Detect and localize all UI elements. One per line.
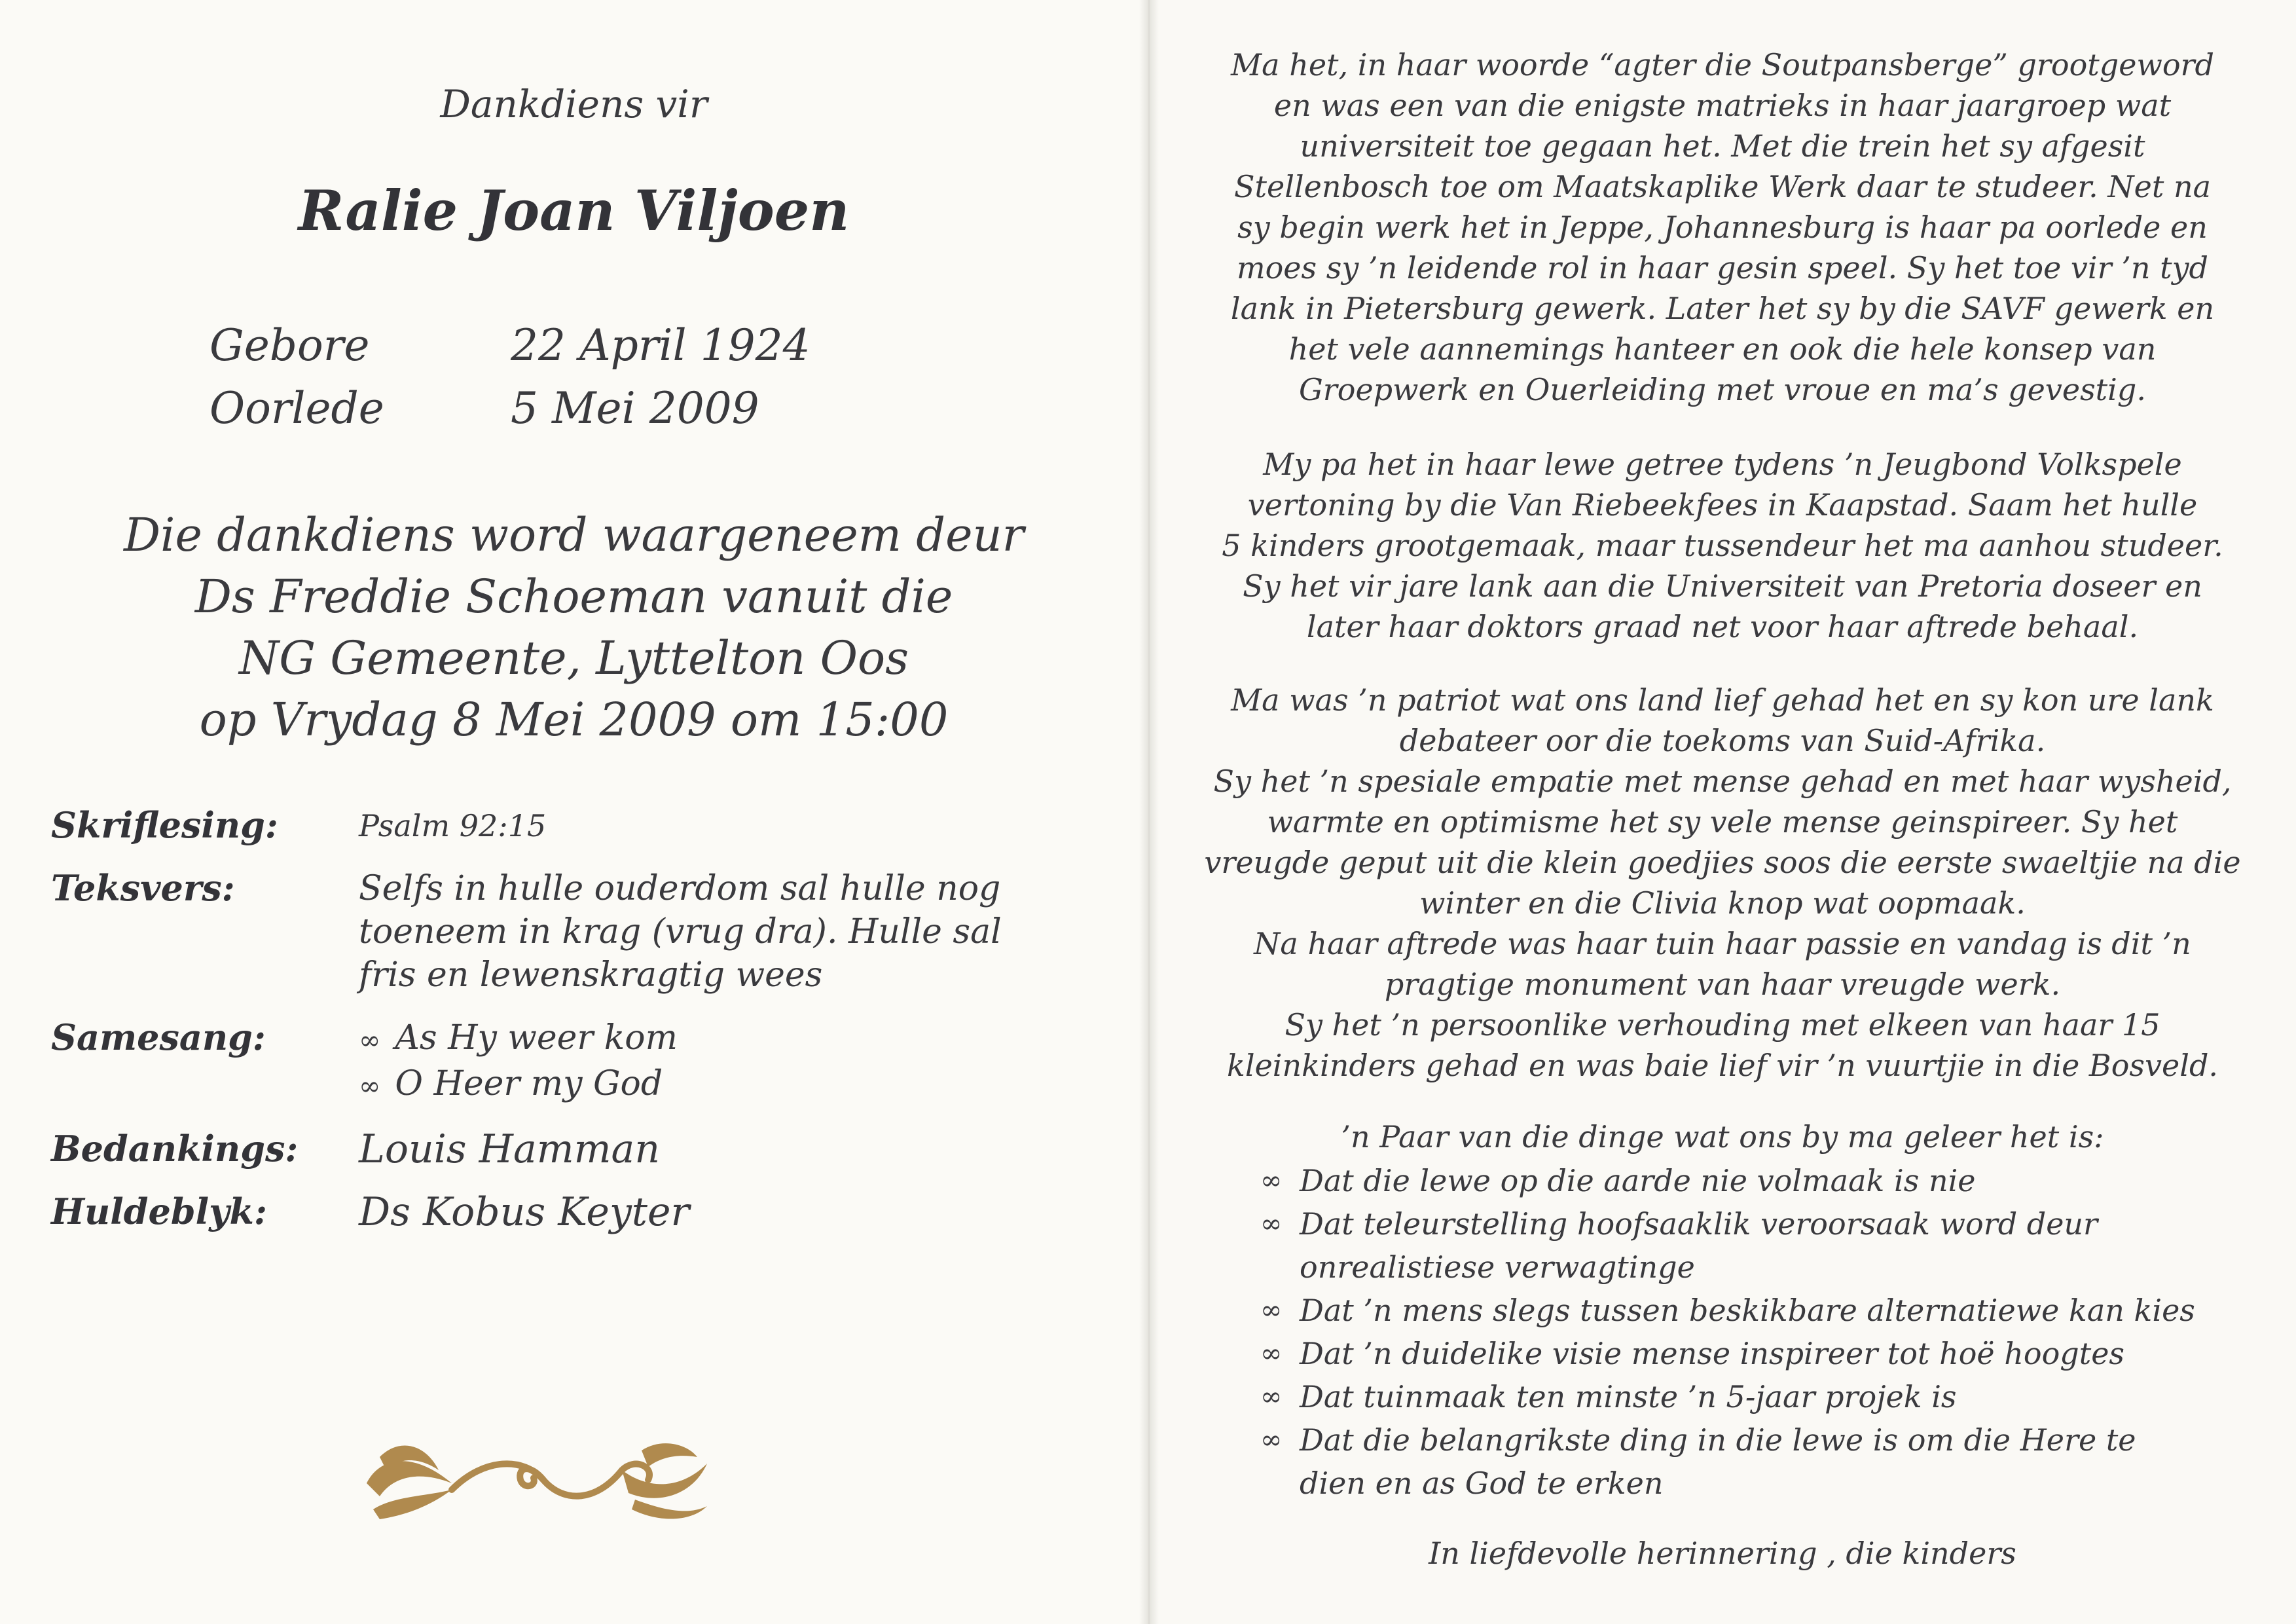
program-label: Huldeblyk: — [51, 1190, 267, 1232]
infinity-icon: ∞ — [359, 1071, 381, 1101]
lessons-list — [1260, 1159, 2195, 1505]
infinity-icon: ∞ — [1260, 1338, 1283, 1369]
text-line: winter en die Clivia knop wat oopmaak. — [1419, 885, 2026, 921]
text-line: Sy het ’n spesiale empatie met mense gehad en met haar wysheid, — [1213, 764, 2232, 799]
service-line: Die dankdiens word waargeneem deur — [123, 508, 1025, 562]
program-item-teksvers — [51, 867, 1112, 997]
died-date: 5 Mei 2009 — [511, 383, 759, 434]
lesson-text — [1300, 1159, 1976, 1202]
text-line: Ma was ’n patriot wat ons land lief gehad het en sy kon ure lank — [1231, 682, 2214, 718]
teksvers-line: toeneem in krag (vrug dra). Hulle sal — [359, 912, 1002, 951]
text-line: Dat tuinmaak ten minste ’n 5-jaar projek is — [1300, 1379, 1957, 1414]
text-line: Groepwerk en Ouerleiding met vroue en ma’s gevestig. — [1299, 372, 2146, 407]
teksvers-line: Selfs in hulle ouderdom sal hulle nog — [359, 869, 1001, 908]
born-date: 22 April 1924 — [511, 320, 811, 371]
infinity-icon: ∞ — [1260, 1425, 1283, 1455]
hymn-title: O Heer my God — [395, 1064, 663, 1103]
service-line: NG Gemeente, Lyttelton Oos — [238, 631, 909, 685]
text-line: en was een van die enigste matrieks in haar jaargroep wat — [1273, 88, 2172, 123]
text-line: Ma het, in haar woorde “agter die Soutpansberge” grootgeword — [1231, 47, 2214, 83]
text-line: universiteit toe gegaan het. Met die trein het sy afgesit — [1300, 128, 2145, 164]
dates-block — [210, 314, 811, 440]
text-line: dien en as God te erken — [1300, 1466, 1664, 1501]
infinity-icon: ∞ — [1260, 1382, 1283, 1412]
text-line: Dat teleurstelling hoofsaaklik veroorsaak word deur — [1300, 1206, 2098, 1242]
program-item-bedankings — [51, 1128, 1112, 1171]
born-label: Gebore — [210, 320, 370, 371]
program-list — [51, 804, 1112, 1253]
text-line: het vele aannemings hanteer en ook die hele konsep van — [1288, 331, 2157, 367]
teksvers-line: fris en lewenskragtig wees — [359, 955, 823, 995]
right-page — [1149, 0, 2296, 1624]
tribute-paragraph-3 — [1149, 680, 2296, 1086]
text-line: kleinkinders gehad en was baie lief vir ’n vuurtjie in die Bosveld. — [1226, 1048, 2219, 1083]
text-line: Stellenbosch toe om Maatskaplike Werk daar te studeer. Net na — [1233, 169, 2212, 204]
text-line: later haar doktors graad net voor haar aftrede behaal. — [1306, 609, 2139, 644]
list-item — [359, 1016, 1112, 1062]
text-line: warmte en optimisme het sy vele mense geinspireer. Sy het — [1267, 804, 2178, 840]
tribute-paragraph-1 — [1149, 45, 2296, 410]
list-item — [359, 1062, 1112, 1108]
text-line: 5 kinders grootgemaak, maar tussendeur het ma aanhou studeer. — [1222, 528, 2223, 563]
text-line: vertoning by die Van Riebeekfees in Kaapstad. Saam het hulle — [1247, 487, 2198, 523]
lessons-intro: ’n Paar van die dinge wat ons by ma geleer het is: — [1341, 1119, 2104, 1154]
program-label: Bedankings: — [51, 1128, 299, 1170]
lesson-text — [1300, 1289, 2195, 1332]
text-line: debateer oor die toekoms van Suid-Afrika. — [1399, 723, 2046, 758]
lesson-text — [1300, 1332, 2124, 1375]
list-item — [1260, 1289, 2195, 1332]
service-details — [0, 504, 1148, 750]
tribute-paragraph-2 — [1149, 444, 2296, 647]
service-line: op Vrydag 8 Mei 2009 om 15:00 — [199, 693, 949, 747]
died-label: Oorlede — [210, 383, 384, 434]
closing-signature: In liefdevolle herinnering , die kinders — [1429, 1536, 2016, 1571]
program-value — [359, 867, 1112, 997]
hymn-title: As Hy weer kom — [395, 1018, 678, 1058]
text-line: My pa het in haar lewe getree tydens ’n Jeugbond Volkspele — [1263, 447, 2182, 482]
program-value: Psalm 92:15 — [359, 808, 547, 843]
infinity-icon: ∞ — [1260, 1209, 1283, 1239]
program-label: Skriflesing: — [51, 804, 278, 846]
infinity-icon: ∞ — [1260, 1295, 1283, 1325]
lesson-text — [1300, 1375, 1957, 1418]
service-title: Dankdiens vir — [440, 82, 708, 126]
program-item-huldeblyk — [51, 1190, 1112, 1234]
text-line: Dat die belangrikste ding in die lewe is om die Here te — [1300, 1422, 2136, 1458]
service-line: Ds Freddie Schoeman vanuit die — [194, 570, 953, 623]
deceased-name: Ralie Joan Viljoen — [298, 178, 850, 243]
text-line: sy begin werk het in Jeppe, Johannesburg is haar pa oorlede en — [1237, 210, 2208, 245]
text-line: Na haar aftrede was haar tuin haar passie en vandag is dit ’n — [1254, 926, 2191, 961]
list-item — [1260, 1202, 2195, 1289]
program-label: Samesang: — [51, 1016, 266, 1058]
list-item — [1260, 1375, 2195, 1418]
text-line: Dat ’n mens slegs tussen beskikbare alternatiewe kan kies — [1300, 1293, 2195, 1328]
list-item — [1260, 1332, 2195, 1375]
infinity-icon: ∞ — [1260, 1166, 1283, 1196]
text-line: moes sy ’n leidende rol in haar gesin speel. Sy het toe vir ’n tyd — [1236, 250, 2209, 286]
text-line: Sy het ’n persoonlike verhouding met elkeen van haar 15 — [1285, 1007, 2160, 1043]
text-line: pragtige monument van haar vreugde werk. — [1384, 967, 2061, 1002]
lesson-text — [1300, 1418, 2136, 1505]
program-value: Louis Hamman — [359, 1126, 660, 1172]
text-line: Sy het vir jare lank aan die Universiteit van Pretoria doseer en — [1243, 568, 2202, 604]
born-row — [210, 314, 811, 377]
program-item-skriflesing — [51, 804, 1112, 847]
list-item — [1260, 1159, 2195, 1202]
program-value — [359, 1016, 1112, 1108]
list-item — [1260, 1418, 2195, 1505]
lesson-text — [1300, 1202, 2098, 1289]
program-item-samesang — [51, 1016, 1112, 1108]
text-line: lank in Pietersburg gewerk. Later het sy by die SAVF gewerk en — [1230, 291, 2215, 326]
text-line: Dat ’n duidelike visie mense inspireer tot hoë hoogtes — [1300, 1336, 2125, 1371]
died-row — [210, 377, 811, 440]
text-line: vreugde geput uit die klein goedjies soos die eerste swaeltjie na die — [1204, 845, 2241, 880]
text-line: Dat die lewe op die aarde nie volmaak is nie — [1300, 1163, 1976, 1198]
program-label: Teksvers: — [51, 867, 235, 909]
flourish-ornament-icon — [354, 1418, 720, 1529]
program-value: Ds Kobus Keyter — [359, 1189, 690, 1235]
infinity-icon: ∞ — [359, 1025, 381, 1056]
text-line: onrealistiese verwagtinge — [1300, 1249, 1695, 1285]
page-fold — [1139, 0, 1159, 1624]
